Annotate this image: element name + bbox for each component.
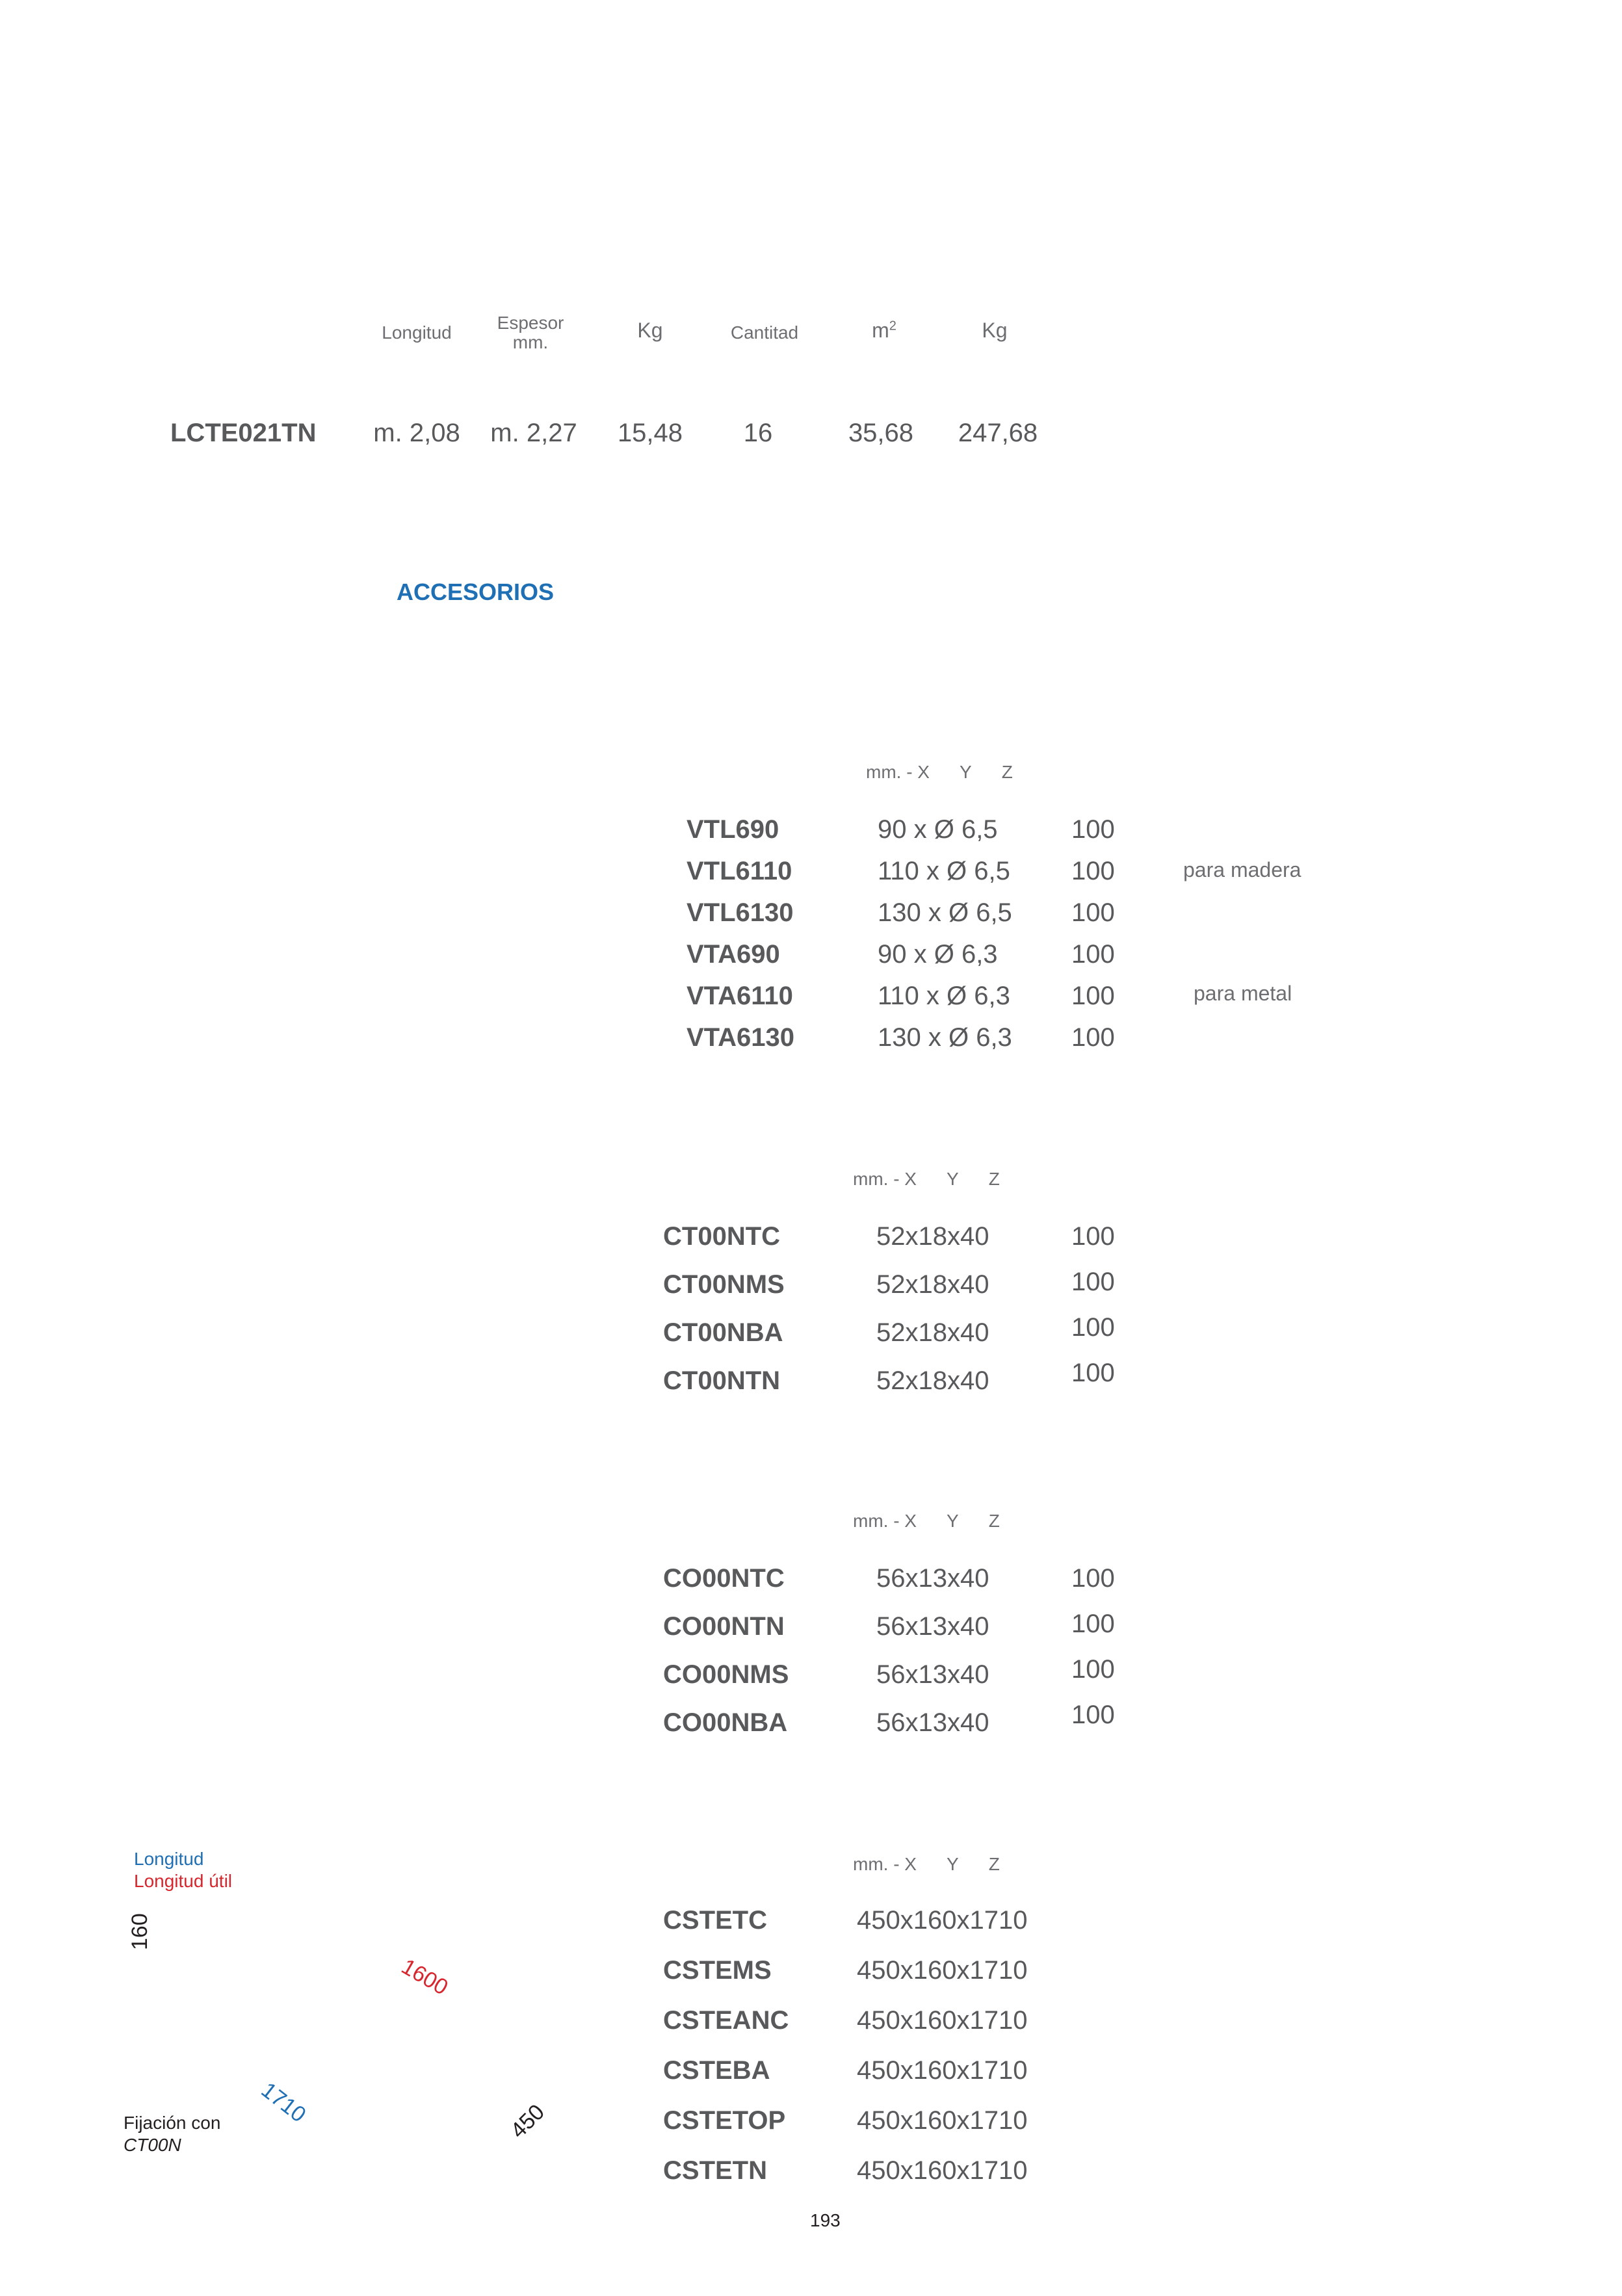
dims-header-z: Z (988, 1169, 1000, 1189)
screw-qty: 100 (1071, 1023, 1115, 1052)
co-clip-dim: 56x13x40 (876, 1564, 989, 1593)
cste-code: CSTEMS (663, 1956, 772, 1985)
co-clip-code: CO00NTC (663, 1564, 785, 1593)
section-title-accesorios: ACCESORIOS (397, 579, 555, 605)
screw-dim: 90 x Ø 6,5 (878, 815, 998, 844)
note-para-metal: para metal (1194, 982, 1292, 1005)
co-clip-qty: 100 (1071, 1655, 1115, 1684)
header-m2-base: m (872, 319, 889, 342)
note-para-madera: para madera (1183, 858, 1302, 881)
screw-dim: 130 x Ø 6,5 (878, 898, 1012, 927)
co-clip-code: CO00NBA (663, 1708, 788, 1737)
cste-code: CSTEBA (663, 2056, 770, 2085)
product-code: LCTE021TN (170, 419, 317, 447)
dim-label-160: 160 (127, 1913, 152, 1950)
ct-clip-dim: 52x18x40 (876, 1366, 989, 1395)
screw-dim: 110 x Ø 6,3 (878, 982, 1010, 1010)
header-espesor-label: Espesor (497, 313, 564, 333)
cste-dim: 450x160x1710 (857, 2006, 1028, 2035)
cste-dim: 450x160x1710 (857, 2056, 1028, 2085)
cste-code: CSTETN (663, 2156, 767, 2185)
screw-qty: 100 (1071, 898, 1115, 927)
screw-code: VTA690 (687, 940, 780, 969)
dims-header-z: Z (988, 1511, 1000, 1531)
value-espesor: m. 2,27 (490, 419, 577, 447)
header-espesor-unit: mm. (512, 332, 549, 352)
dims-header (866, 762, 1013, 783)
screw-qty: 100 (1071, 815, 1115, 844)
ct-clip-code: CT00NBA (663, 1318, 783, 1347)
co-clip-qty: 100 (1071, 1701, 1115, 1729)
header-kg: Kg (637, 319, 663, 342)
header-m2-sup: 2 (889, 319, 896, 333)
dims-header (853, 1854, 1000, 1875)
ct-clip-dim: 52x18x40 (876, 1222, 989, 1251)
header-longitud: Longitud (382, 322, 452, 343)
screw-dim: 130 x Ø 6,3 (878, 1023, 1012, 1052)
value-kg: 15,48 (617, 419, 683, 447)
legend-longitud-util: Longitud útil (134, 1871, 233, 1891)
ct-clip-dim: 52x18x40 (876, 1318, 989, 1347)
dims-header-unit: mm. - X (853, 1511, 917, 1531)
dims-header-unit: mm. - X (866, 762, 930, 782)
fijacion-code: CT00N (124, 2135, 181, 2155)
cste-dim: 450x160x1710 (857, 1956, 1028, 1985)
value-m2: 35,68 (848, 419, 914, 447)
dim-label-1600: 1600 (397, 1954, 452, 2000)
header-cantitad: Cantitad (730, 322, 799, 343)
cste-dim: 450x160x1710 (857, 2106, 1028, 2135)
co-clip-dim: 56x13x40 (876, 1612, 989, 1641)
screw-dim: 110 x Ø 6,5 (878, 857, 1010, 885)
dims-header-y: Y (947, 1854, 959, 1874)
cste-dim: 450x160x1710 (857, 2156, 1028, 2185)
co-clip-dim: 56x13x40 (876, 1660, 989, 1689)
header-espesor (491, 313, 569, 352)
legend-longitud: Longitud (134, 1849, 204, 1869)
dims-header-y: Y (960, 762, 972, 782)
screw-code: VTL690 (687, 815, 779, 844)
screw-code: VTA6130 (687, 1023, 795, 1052)
page-number: 193 (810, 2210, 841, 2230)
dim-label-1710: 1710 (256, 2078, 311, 2128)
header-m2 (858, 319, 910, 343)
co-clip-code: CO00NMS (663, 1660, 789, 1689)
cste-code: CSTEANC (663, 2006, 789, 2035)
screw-qty: 100 (1071, 857, 1115, 885)
value-longitud: m. 2,08 (373, 419, 460, 447)
cste-code: CSTETOP (663, 2106, 786, 2135)
screw-code: VTL6110 (687, 857, 792, 885)
dims-header-y: Y (947, 1511, 959, 1531)
dims-header (853, 1511, 1000, 1532)
dims-header-unit: mm. - X (853, 1854, 917, 1874)
fijacion-label: Fijación con (124, 2113, 221, 2133)
dim-label-450: 450 (506, 2099, 549, 2143)
screw-qty: 100 (1071, 940, 1115, 969)
ct-clip-code: CT00NMS (663, 1270, 785, 1299)
value-kg-total: 247,68 (958, 419, 1038, 447)
ct-clip-qty: 100 (1071, 1222, 1115, 1251)
dims-header-z: Z (988, 1854, 1000, 1874)
dims-header (853, 1169, 1000, 1190)
screw-code: VTL6130 (687, 898, 794, 927)
co-clip-dim: 56x13x40 (876, 1708, 989, 1737)
ct-clip-code: CT00NTC (663, 1222, 781, 1251)
dims-header-y: Y (947, 1169, 959, 1189)
cste-code: CSTETC (663, 1906, 767, 1935)
ct-clip-qty: 100 (1071, 1313, 1115, 1342)
screw-code: VTA6110 (687, 982, 793, 1010)
co-clip-qty: 100 (1071, 1564, 1115, 1593)
co-clip-code: CO00NTN (663, 1612, 785, 1641)
screw-dim: 90 x Ø 6,3 (878, 940, 998, 969)
header-kg-total: Kg (982, 319, 1008, 342)
dims-header-unit: mm. - X (853, 1169, 917, 1189)
ct-clip-qty: 100 (1071, 1359, 1115, 1387)
co-clip-qty: 100 (1071, 1610, 1115, 1638)
ct-clip-code: CT00NTN (663, 1366, 781, 1395)
dims-header-z: Z (1001, 762, 1013, 782)
ct-clip-qty: 100 (1071, 1268, 1115, 1296)
value-cantitad: 16 (743, 419, 773, 447)
screw-qty: 100 (1071, 982, 1115, 1010)
ct-clip-dim: 52x18x40 (876, 1270, 989, 1299)
cste-dim: 450x160x1710 (857, 1906, 1028, 1935)
